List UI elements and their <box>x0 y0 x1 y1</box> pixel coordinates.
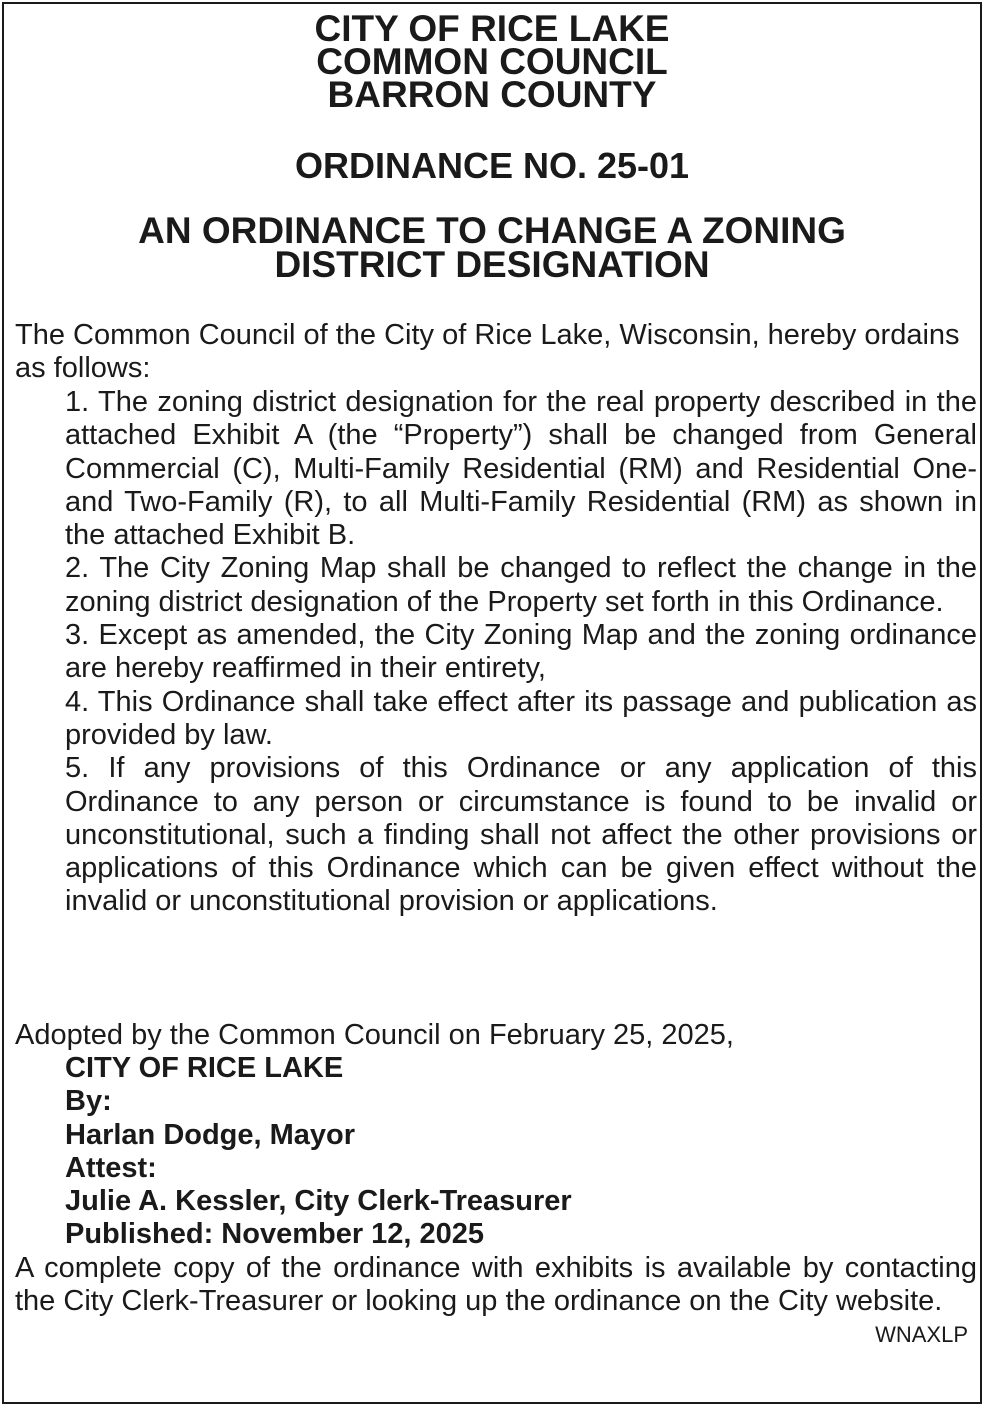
published-date: Published: November 12, 2025 <box>65 1218 485 1251</box>
title-line-1: AN ORDINANCE TO CHANGE A ZONING <box>138 210 846 251</box>
attest-label: Attest: <box>65 1151 157 1184</box>
ordinance-item-3: 3. Except as amended, the City Zoning Map and the zoning ordinance are hereby reaffirmed in their entirety, <box>65 619 977 685</box>
legal-notice <box>2 2 982 1404</box>
ordinance-item-2: 2. The City Zoning Map shall be changed to reflect the change in the zoning district designation of the Property set forth in this Ordinance. <box>65 552 977 618</box>
city-name: CITY OF RICE LAKE <box>65 1052 344 1084</box>
closing-paragraph: A complete copy of the ordinance with exhibits is available by contacting the City Clerk-Treasurer or looking up the ordinance on the City website. <box>15 1252 977 1318</box>
ordinance-number: ORDINANCE NO. 25-01 <box>294 145 690 186</box>
by-label: By: <box>65 1085 112 1118</box>
agency-line-3: BARRON COUNTY <box>327 74 657 115</box>
ordinance-item-5: 5. If any provisions of this Ordinance or any application of this Ordinance to any person or circumstance is found to be invalid or unconstitutional, such a finding shall not affect the other provisions or applications of this Ordinance which can be given effect without the invalid or unconstitutional provision or applications. <box>65 752 977 918</box>
intro-paragraph: The Common Council of the City of Rice Lake, Wisconsin, hereby ordains as follows: <box>15 319 960 385</box>
agency-line-1: CITY OF RICE LAKE <box>314 8 670 49</box>
signature-block <box>65 1052 572 1252</box>
ordinance-item-1: 1. The zoning district designation for the real property described in the attached Exhibit A (the “Property”) shall be changed from General Commercial (C), Multi-Family Residential (RM) and Residential One- and Two-Family (R), to all Multi-Family Residential (RM) as shown in the attached Exhibit B. <box>65 386 977 552</box>
title-line-2: DISTRICT DESIGNATION <box>274 244 710 285</box>
clerk-name: Julie A. Kessler, City Clerk-Treasurer <box>65 1185 572 1218</box>
agency-line-2: COMMON COUNCIL <box>316 41 668 82</box>
mayor-name: Harlan Dodge, Mayor <box>65 1118 356 1151</box>
publication-code: WNAXLP <box>875 1322 968 1347</box>
agency-heading <box>4 8 980 115</box>
adopted-line: Adopted by the Common Council on February 25, 2025, <box>15 1019 734 1051</box>
ordinance-title <box>4 210 980 285</box>
ordinance-items <box>65 386 977 919</box>
ordinance-item-4: 4. This Ordinance shall take effect after its passage and publication as provided by law. <box>65 685 977 751</box>
